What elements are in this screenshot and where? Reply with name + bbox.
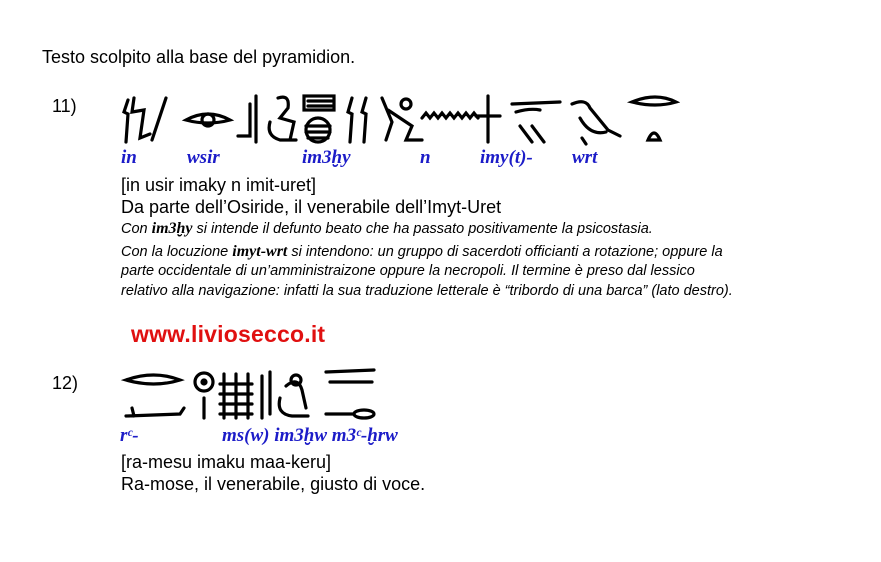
note-term: im3ḫy (151, 220, 193, 237)
note-line: parte occidentale di un’amministraizone oppure la necropoli. Il termine è preso dal lessico (121, 263, 695, 279)
reading-text: [in usir imaky n imit-uret] (121, 175, 317, 195)
translit-word: imy(t)- (480, 147, 533, 168)
page-heading: Testo scolpito alla base del pyramidion. (42, 47, 356, 67)
translit-word: in (121, 147, 137, 168)
note-line: relativo alla navigazione: infatti la sua traduzione letterale è “tribordo di una barca” (lato destro). (121, 283, 733, 299)
translation-text: Da parte dell’Osiride, il venerabile dell’Imyt-Uret (121, 197, 502, 217)
translit-word: rᶜ- (120, 425, 139, 446)
translit-word: im3ḫy (302, 147, 351, 168)
reading-text: [ra-mesu imaku maa-keru] (121, 452, 332, 472)
hieroglyph-row-icon (120, 368, 380, 424)
entry-number: 12) (52, 373, 79, 393)
website-link[interactable]: www.liviosecco.it (131, 321, 326, 347)
note-prefix: Con la locuzione (121, 244, 233, 260)
note-rest: si intendono: un gruppo di sacerdoti officianti a rotazione; oppure la (287, 244, 723, 260)
note-rest: si intende il defunto beato che ha passato positivamente la psicostasia. (192, 221, 653, 237)
translit-word: wsir (187, 147, 220, 168)
translit-word: n (420, 147, 431, 168)
entry-number: 11) (52, 96, 77, 116)
translation-text: Ra-mose, il venerabile, giusto di voce. (121, 474, 426, 494)
translit-word: wrt (572, 147, 598, 168)
translit-word: ms(w) im3ḫw m3ᶜ-ḫrw (222, 425, 398, 446)
note-prefix: Con (121, 221, 152, 237)
note-term: imyt-wrt (232, 243, 288, 260)
note-line (121, 243, 723, 261)
note-line (121, 220, 653, 238)
hieroglyph-row-icon (120, 92, 680, 148)
